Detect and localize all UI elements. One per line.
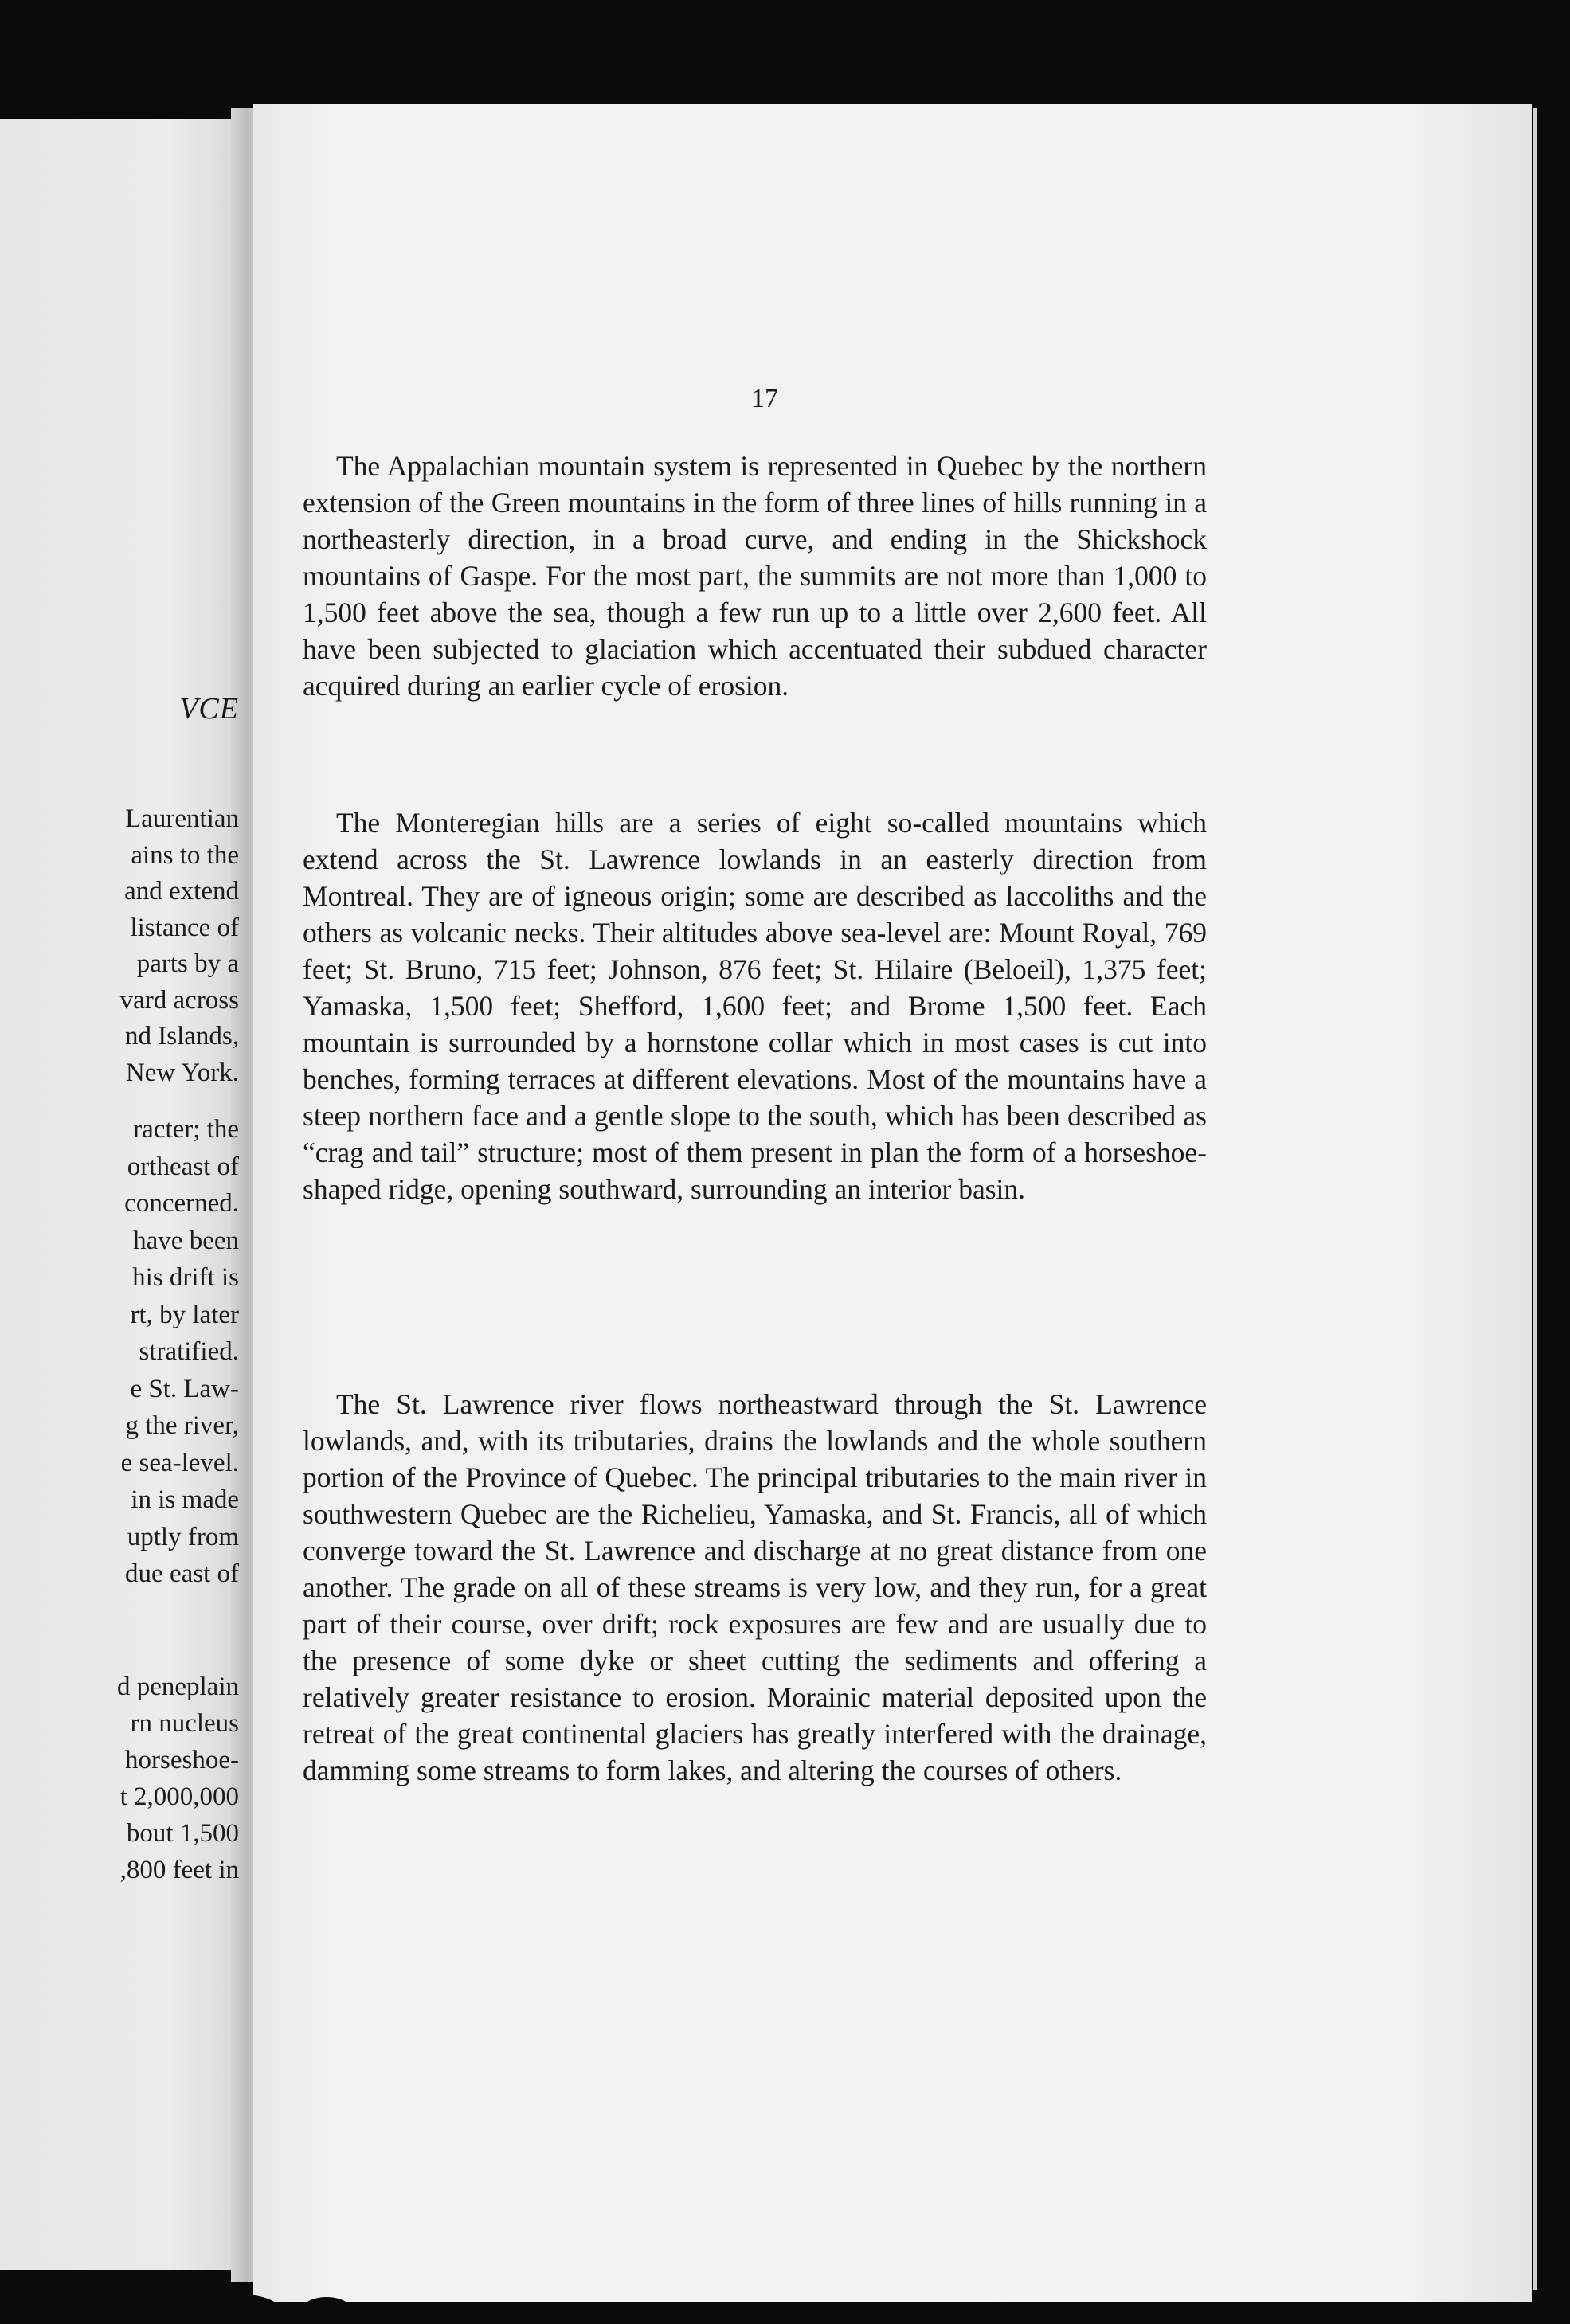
left-page-heading-fragment: VCE bbox=[179, 692, 239, 726]
left-page-line: have been bbox=[133, 1226, 239, 1255]
scan-artifact bbox=[191, 2294, 279, 2322]
left-page-line: horseshoe- bbox=[125, 1746, 239, 1774]
paragraph-monteregian: The Monteregian hills are a series of eight so-called mountains which extend across the St. Lawrence lowlands in an easterly direction from Montreal. They are of igneous origin; some are described as laccoliths and the others as volcanic necks. Their altitudes above sea-level are: Mount Royal, 769 feet; St. Bruno, 715 feet; Johnson, 876 feet; St. Hilaire (Beloeil), 1,375 feet; Yamaska, 1,500 feet; Shefford, 1,600 feet; and Brome 1,500 feet. Each mountain is surrounded by a hornstone collar which in most cases is cut into benches, forming terraces at different elevations. Most of the mountains have a steep northern face and a gentle slope to the south, which has been described as “crag and tail” structure; most of them present in plan the form of a horseshoe-shaped ridge, opening southward, surrounding an interior basin. bbox=[303, 807, 1207, 1205]
left-page-line: New York. bbox=[125, 1058, 239, 1087]
left-page-line: e St. Law- bbox=[130, 1374, 239, 1403]
left-page-line: in is made bbox=[131, 1485, 239, 1514]
left-page-line: rn nucleus bbox=[130, 1709, 239, 1738]
left-page-line: ains to the bbox=[131, 840, 239, 870]
left-page-line: racter; the bbox=[133, 1115, 239, 1144]
left-page-line: bout 1,500 bbox=[126, 1819, 239, 1848]
page-number: 17 bbox=[751, 384, 778, 413]
left-page-line: due east of bbox=[125, 1559, 239, 1588]
left-page-line: t 2,000,000 bbox=[119, 1782, 239, 1811]
paragraph-st-lawrence: The St. Lawrence river flows northeastward through the St. Lawrence lowlands, and, with its tributaries, drains the lowlands and the whole southern portion of the Province of Quebec. The principal tributaries to the main river in southwestern Quebec are the Richelieu, Yamaska, and St. Francis, all of which converge toward the St. Lawrence and discharge at no great distance from one another. The grade on all of these streams is very low, and they run, for a great part of their course, over drift; rock exposures are few and are usually due to the presence of some dyke or sheet cutting the sediments and offering a relatively greater resistance to erosion. Morainic material deposited upon the retreat of the great continental glaciers has greatly interfered with the drainage, damming some streams to form lakes, and altering the courses of others. bbox=[303, 1388, 1207, 1786]
left-page-line: ,800 feet in bbox=[119, 1856, 239, 1884]
left-page-line: d peneplain bbox=[116, 1673, 239, 1701]
left-page-line: stratified. bbox=[139, 1337, 239, 1366]
paragraph-appalachian: The Appalachian mountain system is represented in Quebec by the northern extension of the Green mountains in the form of three lines of hills running in a northeasterly direction, in a broad curve, and ending in the Shickshock mountains of Gaspe. For the most part, the summits are not more than 1,000 to 1,500 feet above the sea, though a few run up to a little over 2,600 feet. All have been subjected to glaciation which accentuated their subdued character acquired during an earlier cycle of erosion. bbox=[303, 450, 1207, 702]
left-page-line: vard across bbox=[119, 985, 239, 1015]
left-page-line: g the river, bbox=[125, 1411, 239, 1440]
left-page-line: Laurentian bbox=[125, 804, 239, 833]
page-edge bbox=[1533, 108, 1537, 2290]
left-page-line: parts by a bbox=[136, 949, 239, 978]
scan-artifact bbox=[303, 2297, 350, 2321]
left-page-line: rt, by later bbox=[130, 1300, 239, 1329]
left-page-line: uptly from bbox=[127, 1522, 239, 1551]
left-page-line: and extend bbox=[124, 877, 239, 906]
left-page-line: nd Islands, bbox=[125, 1022, 239, 1050]
left-page-line: ortheast of bbox=[127, 1152, 239, 1181]
left-page-line: listance of bbox=[130, 913, 239, 942]
left-page-line: his drift is bbox=[132, 1263, 239, 1292]
left-page-line: concerned. bbox=[124, 1189, 239, 1218]
left-page-line: e sea-level. bbox=[120, 1448, 239, 1477]
